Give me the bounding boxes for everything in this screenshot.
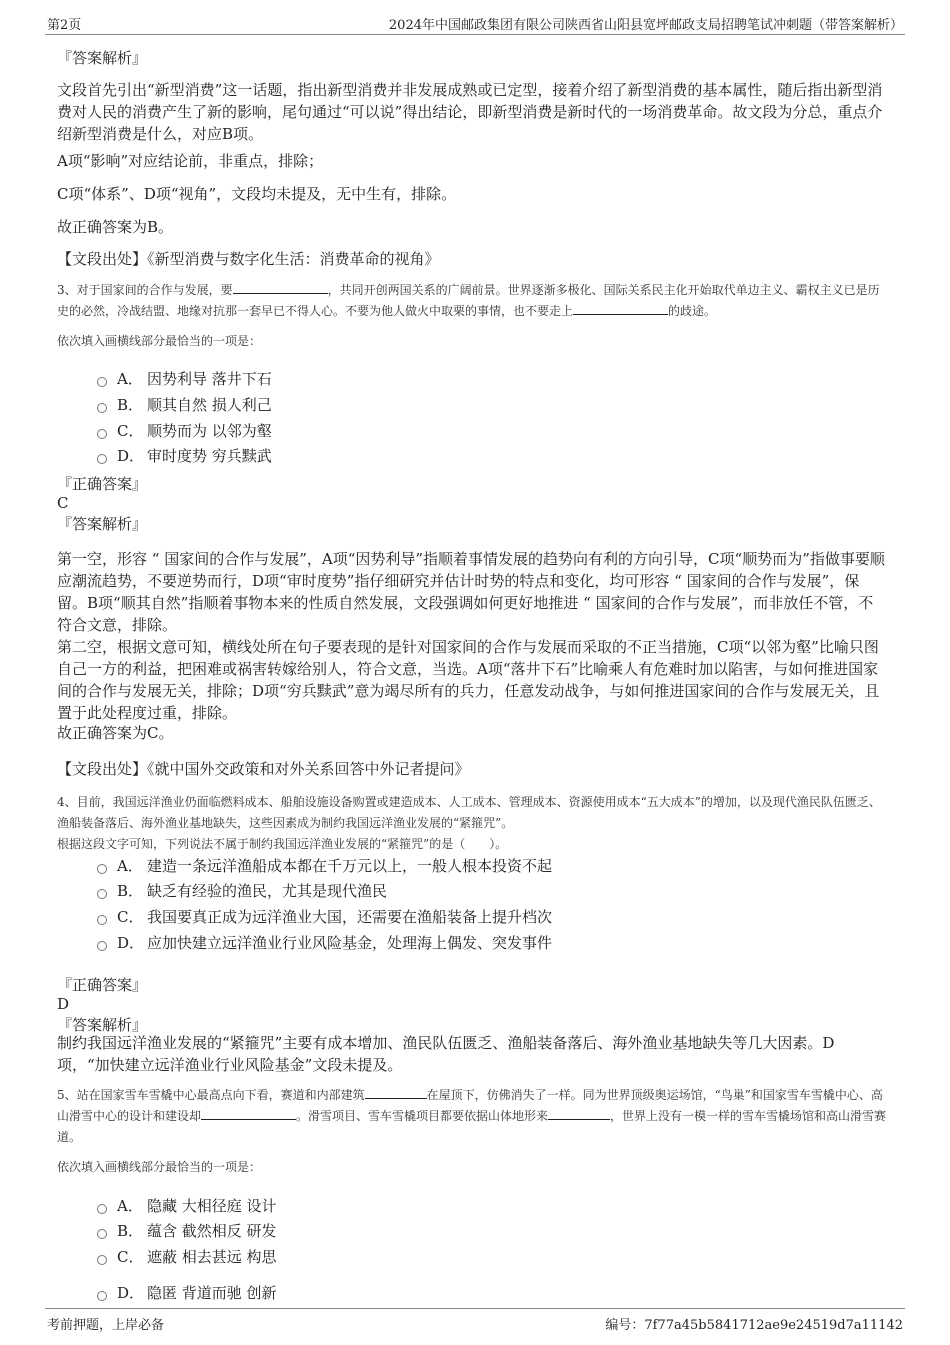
radio-icon[interactable] [97, 864, 107, 874]
q5-stem-part: 在屋顶下，仿佛消失了一样。同为世界顶级奥运场馆，“鸟巢”和国家雪车雪橇中心、高山滑雪中心的设计和建设却 [57, 1088, 883, 1123]
q2-analysis-p2: A项“影响”对应结论前，非重点，排除； [57, 152, 324, 170]
q2-analysis-p4: 故正确答案为B。 [57, 218, 174, 236]
option-letter: B． [117, 1222, 144, 1240]
q5-stem [57, 1085, 887, 1148]
q4-prompt: 根据这段文字可知，下列说法不属于制约我国远洋渔业发展的“紧箍咒”的是（ ）。 [57, 837, 508, 851]
document-title: 2024年中国邮政集团有限公司陕西省山阳县宽坪邮政支局招聘笔试冲刺题（带答案解析） [388, 18, 903, 33]
q4-correct-label: 『正确答案』 [57, 976, 148, 994]
q5-option-b[interactable] [97, 1220, 277, 1242]
q3-analysis-p1: 第一空，形容 “ 国家间的合作与发展”，A项“因势利导”指顺着事情发展的趋势向有利的方向引导，C项“顺势而为”指做事要顺应潮流趋势，不要逆势而行，D项“审时度势”指仔细研究并估计时势的特点和变化，均可形容 “ 国家间的合作与发展”，保留。B项“顺其自然”指顺着事物本来的性质自然发展，文段强调如何更好地推进 “ 国家间的合作与发展”，而非放任不管，不符合文意，排除。 [57, 550, 885, 634]
option-letter: D． [117, 447, 145, 465]
option-letter: C． [117, 422, 144, 440]
document-id: 编号：7f77a45b5841712ae9e24519d7a11142 [605, 1318, 903, 1333]
page-header [45, 14, 905, 35]
q5-option-c[interactable] [97, 1246, 277, 1268]
q3-stem [57, 280, 887, 322]
radio-icon[interactable] [97, 377, 107, 387]
option-letter: A． [117, 370, 143, 388]
page-number: 第2页 [47, 18, 82, 33]
q3-correct-label: 『正确答案』 [57, 475, 148, 493]
q3-analysis-p3: 故正确答案为C。 [57, 724, 174, 742]
option-letter: D． [117, 934, 145, 952]
answer-blank [233, 281, 328, 294]
q4-option-a[interactable] [97, 855, 552, 877]
option-letter: B． [117, 396, 144, 414]
q4-analysis-label: 『答案解析』 [57, 1016, 148, 1034]
option-text: 顺势而为 以邻为壑 [147, 422, 272, 440]
radio-icon[interactable] [97, 403, 107, 413]
radio-icon[interactable] [97, 429, 107, 439]
option-letter: D． [117, 1284, 145, 1302]
radio-icon[interactable] [97, 915, 107, 925]
q4-option-b[interactable] [97, 880, 387, 902]
radio-icon[interactable] [97, 941, 107, 951]
q3-source: 【文段出处】《就中国外交政策和对外关系回答中外记者提问》 [57, 760, 470, 778]
q2-analysis-p1: 文段首先引出“新型消费”这一话题，指出新型消费并非发展成熟或已定型，接着介绍了新型消费的基本属性，随后指出新型消费对人民的消费产生了新的影响，尾句通过“可以说”得出结论，即新型消费是新时代的一场消费革命。故文段为分总，重点介绍新型消费是什么，对应B项。 [57, 81, 883, 143]
q5-prompt: 依次填入画横线部分最恰当的一项是： [57, 1160, 262, 1174]
option-text: 审时度势 穷兵黩武 [147, 447, 272, 465]
option-text: 顺其自然 损人利己 [147, 396, 272, 414]
q5-option-d[interactable] [97, 1282, 277, 1304]
answer-blank [573, 302, 668, 315]
option-text: 蕴含 截然相反 研发 [147, 1222, 277, 1240]
answer-blank [548, 1107, 610, 1120]
option-letter: A． [117, 1197, 143, 1215]
q4-option-c[interactable] [97, 906, 552, 928]
radio-icon[interactable] [97, 454, 107, 464]
q4-option-d[interactable] [97, 932, 552, 954]
option-text: 我国要真正成为远洋渔业大国，还需要在渔船装备上提升档次 [147, 908, 553, 926]
q2-analysis-label: 『答案解析』 [57, 49, 148, 67]
footer-slogan: 考前押题，上岸必备 [47, 1318, 165, 1333]
q3-analysis-p2: 第二空，根据文意可知，横线处所在句子要表现的是针对国家间的合作与发展而采取的不正当措施，C项“以邻为壑”比喻只图自己一方的利益，把困难或祸害转嫁给别人，符合文意，当选。A项“落井下石”比喻乘人有危难时加以陷害，与如何推进国家间的合作与发展无关，排除；D项“穷兵黩武”意为竭尽所有的兵力，任意发动战争，与如何推进国家间的合作与发展无关，且置于此处程度过重，排除。 [57, 638, 880, 722]
q5-stem-part: ，世界上没有一模一样的雪车雪橇场馆和高山滑雪赛道。 [57, 1109, 887, 1144]
radio-icon[interactable] [97, 889, 107, 899]
option-text: 应加快建立远洋渔业行业风险基金，处理海上偶发、突发事件 [147, 934, 553, 952]
answer-blank [201, 1107, 296, 1120]
q3-option-d[interactable] [97, 445, 272, 467]
q3-option-b[interactable] [97, 394, 272, 416]
radio-icon[interactable] [97, 1229, 107, 1239]
q3-stem-part: 3、对于国家间的合作与发展，要 [57, 283, 233, 297]
q3-correct-answer: C [57, 494, 69, 512]
option-letter: C． [117, 908, 144, 926]
option-text: 遮蔽 相去甚远 构思 [147, 1248, 277, 1266]
option-letter: B． [117, 882, 144, 900]
option-text: 隐藏 大相径庭 设计 [147, 1197, 277, 1215]
q2-source: 【文段出处】《新型消费与数字化生活：消费革命的视角》 [57, 250, 440, 268]
page-footer [45, 1308, 905, 1333]
q2-analysis-p3: C项“体系”、D项“视角”，文段均未提及，无中生有，排除。 [57, 185, 457, 203]
option-text: 建造一条远洋渔船成本都在千万元以上，一般人根本投资不起 [147, 857, 553, 875]
q5-option-a[interactable] [97, 1195, 277, 1217]
answer-blank [365, 1086, 427, 1099]
q3-stem-part: ，共同开创两国关系的广阔前景。世界逐渐多极化、国际关系民主化开始取代单边主义、霸权主义已是历史的必然，冷战结盟、地缘对抗那一套早已不得人心。不要为他人做火中取栗的事情，也不要走上 [57, 283, 880, 318]
q3-option-a[interactable] [97, 368, 272, 390]
q3-stem-part: 的歧途。 [668, 304, 717, 318]
q3-option-c[interactable] [97, 420, 272, 442]
option-text: 缺乏有经验的渔民，尤其是现代渔民 [147, 882, 388, 900]
radio-icon[interactable] [97, 1204, 107, 1214]
option-text: 因势利导 落井下石 [147, 370, 272, 388]
option-text: 隐匿 背道而驰 创新 [147, 1284, 277, 1302]
q5-stem-part: 5、站在国家雪车雪橇中心最高点向下看，赛道和内部建筑 [57, 1088, 365, 1102]
q4-analysis-p1: 制约我国远洋渔业发展的“紧箍咒”主要有成本增加、渔民队伍匮乏、渔船装备落后、海外渔业基地缺失等几大因素。D项，“加快建立远洋渔业行业风险基金”文段未提及。 [57, 1034, 835, 1074]
q3-prompt: 依次填入画横线部分最恰当的一项是： [57, 334, 262, 348]
radio-icon[interactable] [97, 1255, 107, 1265]
q4-stem: 4、目前，我国远洋渔业仍面临燃料成本、船舶设施设备购置或建造成本、人工成本、管理成本、资源使用成本“五大成本”的增加，以及现代渔民队伍匮乏、渔船装备落后、海外渔业基地缺失，这些因素成为制约我国远洋渔业发展的“紧箍咒”。 [57, 795, 881, 830]
radio-icon[interactable] [97, 1291, 107, 1301]
q3-analysis-label: 『答案解析』 [57, 515, 148, 533]
q5-stem-part: 。滑雪项目、雪车雪橇项目都要依据山体地形来 [296, 1109, 549, 1123]
q4-correct-answer: D [57, 995, 70, 1013]
option-letter: C． [117, 1248, 144, 1266]
option-letter: A． [117, 857, 143, 875]
